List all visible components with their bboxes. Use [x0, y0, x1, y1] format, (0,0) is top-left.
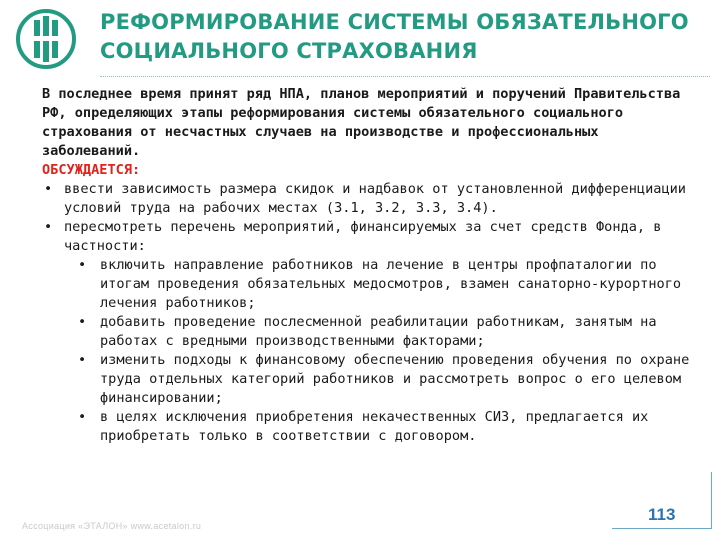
sub-list-item	[42, 408, 702, 446]
intro-paragraph: В последнее время принят ряд НПА, планов мероприятий и поручений Правительства РФ, определяющих этапы реформирования системы обязательного социального страхования от несчастных случаев на производстве и профессиональных заболеваний.	[42, 86, 681, 159]
title-line-2: СОЦИАЛЬНОГО СТРАХОВАНИЯ	[100, 39, 478, 63]
bullet-icon: •	[44, 181, 53, 197]
main-list	[42, 180, 702, 256]
sub-list-item-text: изменить подходы к финансовому обеспечению проведения обучения по охране труда отдельных категорий работников и рассмотреть вопрос о его целевом финансировании;	[100, 352, 690, 406]
bullet-icon: •	[78, 314, 87, 330]
sub-list-item-text: в целях исключения приобретения некачественных СИЗ, предлагается их приобретать только в соответствии с договором.	[100, 409, 649, 444]
bullet-icon: •	[78, 409, 87, 425]
sub-list-item	[42, 351, 702, 408]
footer-website: Ассоциация «ЭТАЛОН» www.acetalon.ru	[22, 521, 202, 531]
corner-decoration-horizontal	[612, 528, 712, 529]
sub-list-item	[42, 256, 702, 313]
discuss-label: ОБСУЖДАЕТСЯ:	[42, 162, 141, 178]
list-item-text: пересмотреть перечень мероприятий, финансируемых за счет средств Фонда, в частности:	[64, 219, 662, 254]
bullet-icon: •	[78, 352, 87, 368]
slide-header	[0, 0, 720, 80]
bullet-icon: •	[78, 257, 87, 273]
page-title	[100, 8, 715, 66]
list-item	[42, 218, 702, 256]
page-number: 113	[648, 505, 676, 524]
header-divider	[100, 76, 710, 77]
title-line-1: РЕФОРМИРОВАНИЕ СИСТЕМЫ ОБЯЗАТЕЛЬНОГО	[100, 10, 689, 34]
corner-decoration-vertical	[711, 472, 712, 528]
association-logo-icon	[12, 8, 80, 70]
sub-list-item	[42, 313, 702, 351]
bullet-icon: •	[44, 219, 53, 235]
list-item-text: ввести зависимость размера скидок и надбавок от установленной дифференциации условий труда на рабочих местах (3.1, 3.2, 3.3, 3.4).	[64, 181, 686, 216]
sub-list-item-text: включить направление работников на лечение в центры профпаталогии по итогам проведения обязательных медосмотров, взамен санаторно-курортного лечения работников;	[100, 257, 682, 311]
sub-list	[42, 256, 702, 446]
sub-list-item-text: добавить проведение послесменной реабилитации работникам, занятым на работах с вредными производственными факторами;	[100, 314, 657, 349]
slide-body	[42, 85, 702, 446]
list-item	[42, 180, 702, 218]
